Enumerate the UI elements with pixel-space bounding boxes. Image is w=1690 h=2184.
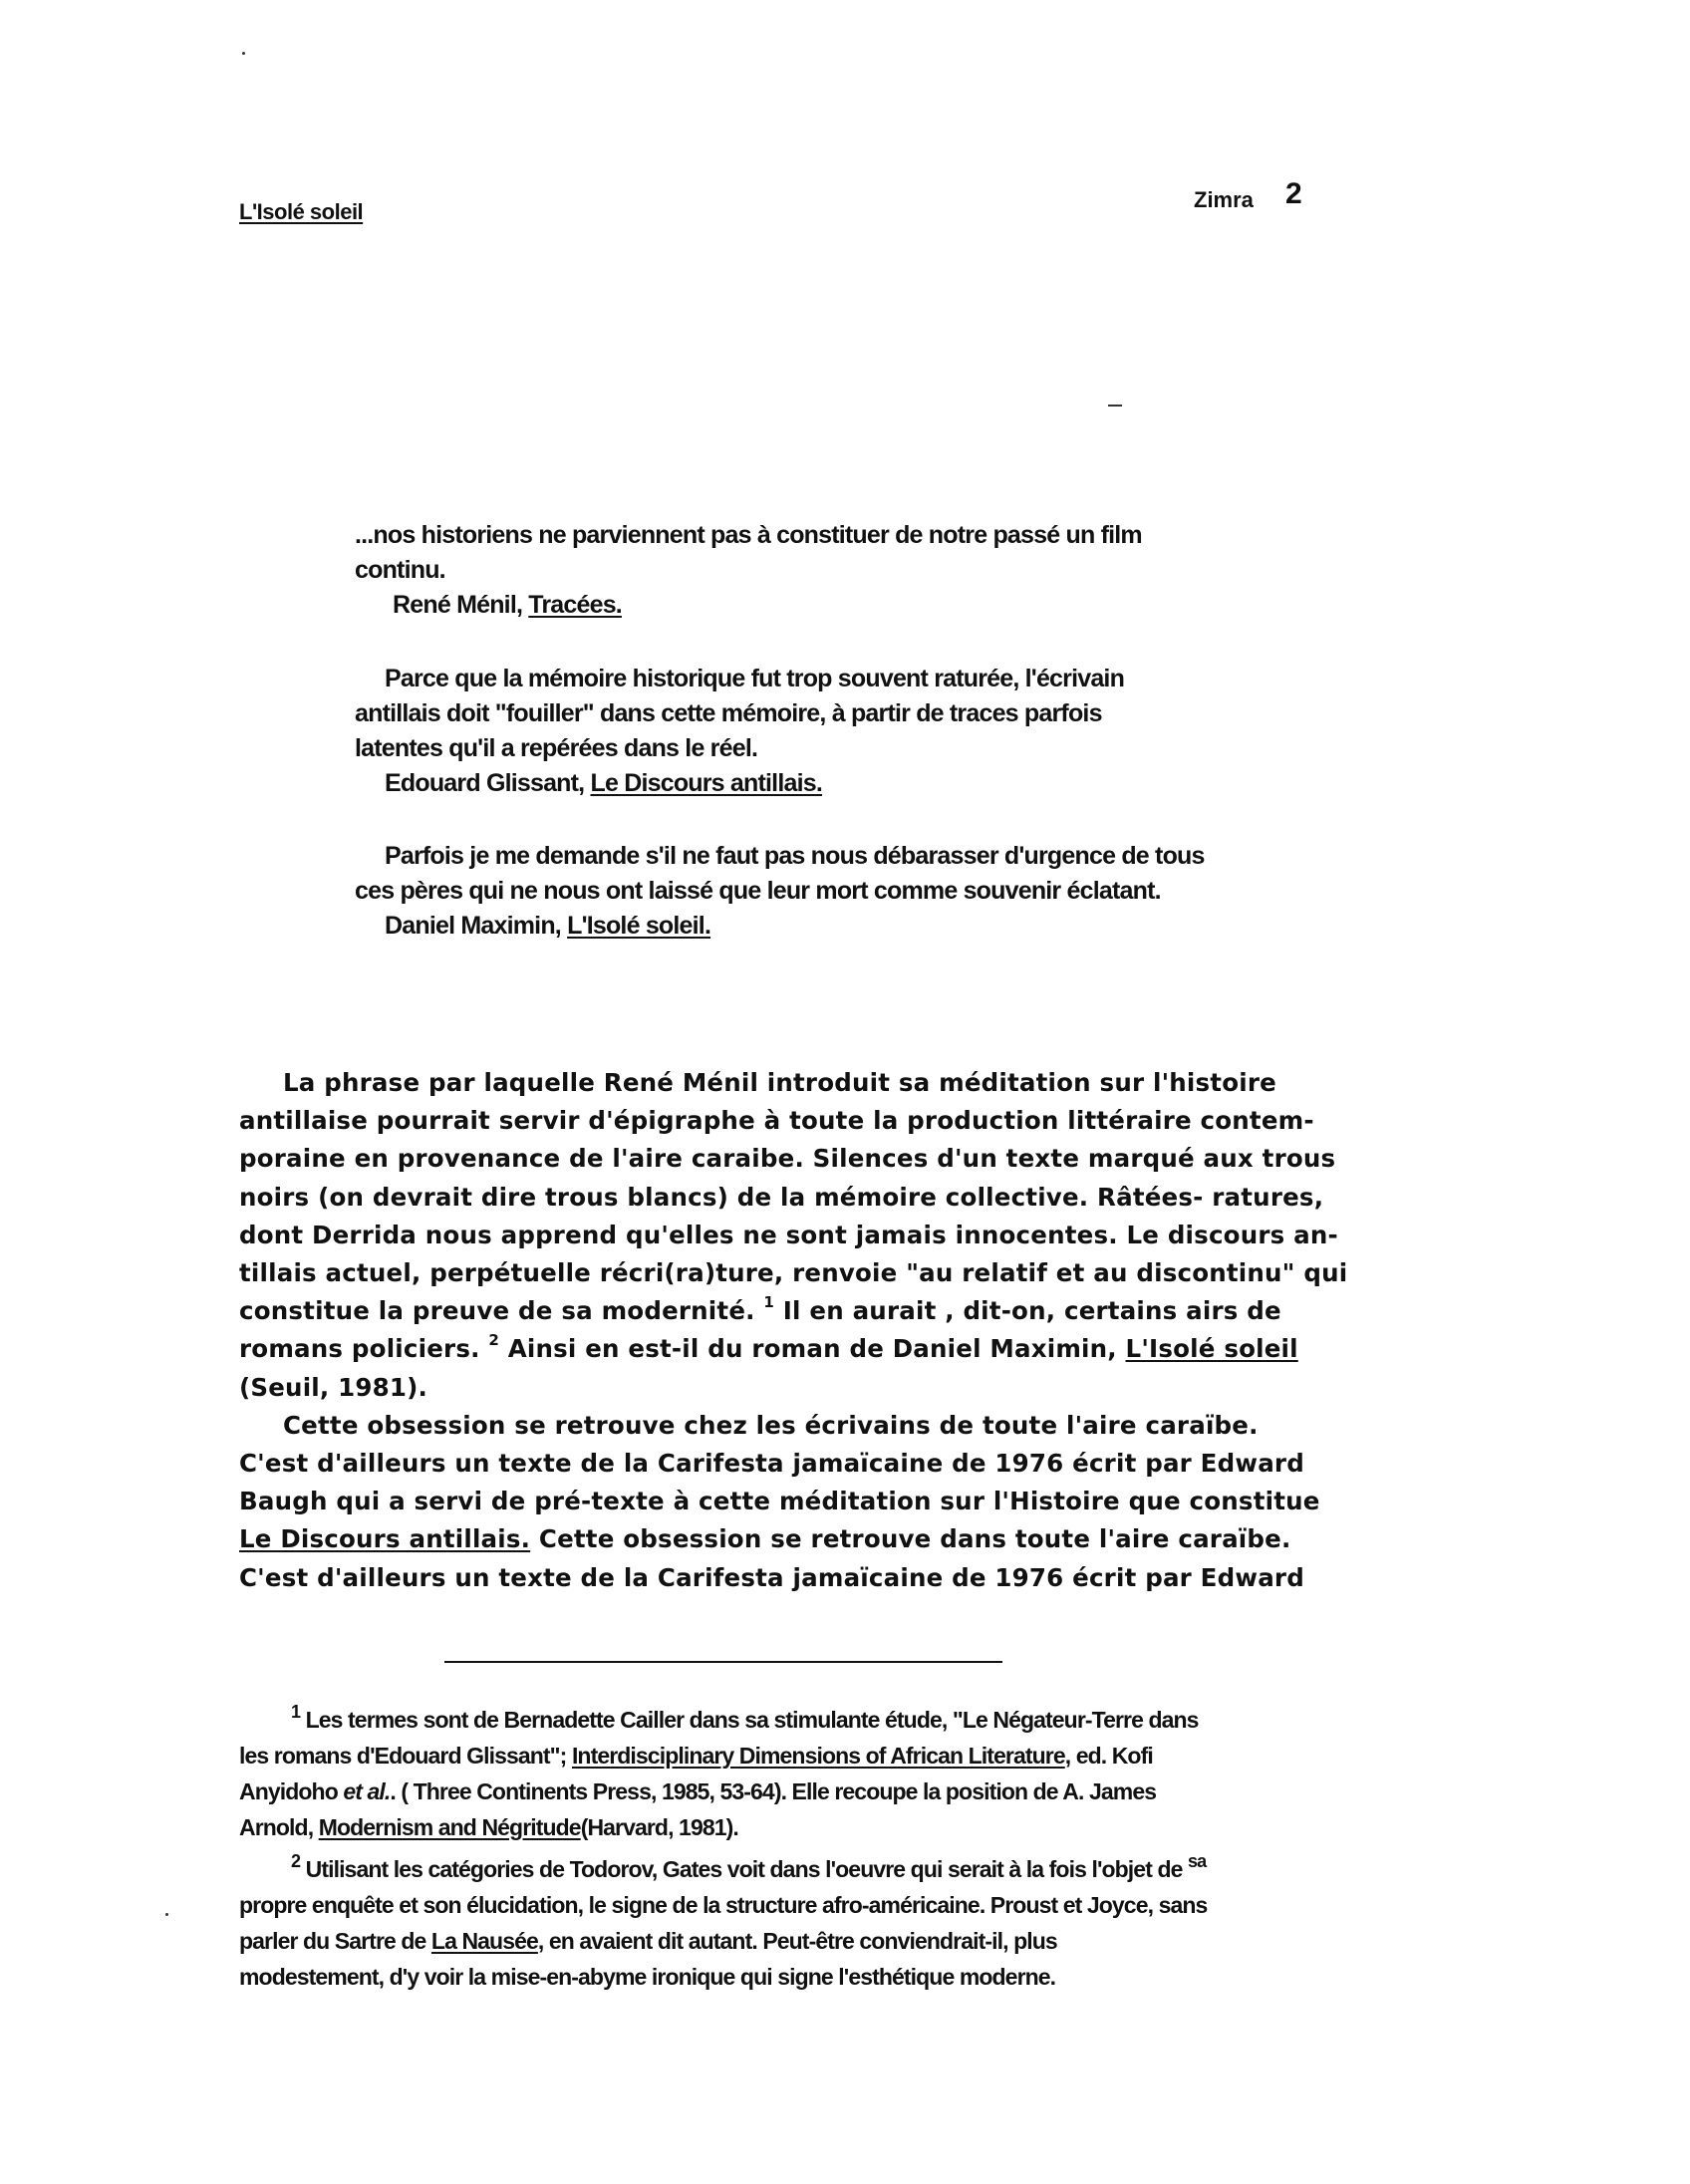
footnote-ref-2[interactable]: 2	[488, 1331, 499, 1350]
footnote-segment: . ( Three Continents Press, 1985, 53-64). Elle recoupe la position de A. James	[390, 1778, 1157, 1804]
footnote-line	[239, 1923, 1425, 1959]
footnote-1	[239, 1702, 1425, 1845]
body-segment: constitue la preuve de sa modernité.	[239, 1296, 764, 1326]
scan-mark	[1108, 405, 1122, 407]
footnote-line	[239, 1738, 1425, 1774]
body-line: Baugh qui a servi de pré-texte à cette méditation sur l'Histoire que constitue	[239, 1487, 1320, 1516]
footnote-line: propre enquête et son élucidation, le signe de la structure afro-américaine. Proust et Joyce, sans	[239, 1892, 1208, 1918]
body-line	[239, 1520, 1395, 1558]
epigraph-3	[355, 839, 1281, 944]
footnote-line	[239, 1851, 1425, 1887]
attribution-work: Le Discours antillais.	[590, 769, 822, 797]
footnote-2	[239, 1851, 1425, 1995]
epigraph-attribution	[355, 909, 1281, 944]
attribution-work: L'Isolé soleil.	[567, 912, 711, 940]
page-number: 2	[1285, 177, 1302, 210]
running-title: L'Isolé soleil	[239, 199, 364, 224]
epigraph-attribution	[355, 766, 1281, 801]
footnote-segment: Utilisant les catégories de Todorov, Gates voit dans l'oeuvre qui serait à la fois l'objet de	[300, 1856, 1188, 1882]
body-segment: romans policiers.	[239, 1334, 489, 1364]
book-title: Le Discours antillais.	[239, 1524, 531, 1554]
et-al: et al.	[343, 1778, 391, 1804]
body-line: tillais actuel, perpétuelle récri(ra)ture, renvoie "au relatif et au discontinu" qui	[239, 1258, 1348, 1288]
footnote-segment: Arnold,	[239, 1814, 319, 1840]
body-line: (Seuil, 1981).	[239, 1372, 428, 1402]
body-segment: Il en aurait , dit-on, certains airs de	[774, 1296, 1281, 1326]
body-line: dont Derrida nous apprend qu'elles ne sont jamais innocentes. Le discours an-	[239, 1220, 1338, 1249]
footnote-line	[239, 1774, 1425, 1809]
epigraph-line: Parfois je me demande s'il ne faut pas nous débarasser d'urgence de tous	[385, 842, 1205, 870]
book-title: Interdisciplinary Dimensions of African Literature	[571, 1743, 1065, 1769]
footnote-ref-1[interactable]: 1	[763, 1293, 775, 1312]
body-segment: Ainsi en est-il du roman de Daniel Maximin,	[498, 1334, 1126, 1364]
footnote-segment: , en avaient dit autant. Peut-être conviendrait-il, plus	[537, 1928, 1057, 1954]
footnote-segment: parler du Sartre de	[239, 1928, 431, 1954]
book-title: L'Isolé soleil	[1125, 1334, 1298, 1364]
footnote-number: 1	[291, 1702, 301, 1722]
epigraph-line: ces pères qui ne nous ont laissé que leur mort comme souvenir éclatant.	[355, 877, 1161, 905]
attribution-work: Tracées.	[528, 591, 622, 619]
body-line: poraine en provenance de l'aire caraibe. Silences d'un texte marqué aux trous	[239, 1144, 1336, 1174]
epigraph-line: continu.	[355, 556, 445, 584]
body-segment: Cette obsession se retrouve dans toute l'aire caraïbe.	[530, 1524, 1291, 1554]
body-line	[239, 1330, 1395, 1368]
footnote-number: 2	[291, 1851, 301, 1871]
footnote-line: modestement, d'y voir la mise-en-abyme ironique qui signe l'esthétique moderne.	[239, 1964, 1056, 1990]
attribution-author: Daniel Maximin,	[385, 912, 568, 940]
author-name: Zimra	[1194, 187, 1254, 212]
body-line: La phrase par laquelle René Ménil introduit sa méditation sur l'histoire	[283, 1068, 1276, 1097]
footnote-line	[239, 1702, 1425, 1738]
body-line	[239, 1292, 1395, 1330]
book-title: La Nausée	[430, 1928, 538, 1954]
body-line: C'est d'ailleurs un texte de la Carifesta jamaïcaine de 1976 écrit par Edward	[239, 1562, 1304, 1592]
scan-speck	[242, 52, 245, 55]
footnote-segment: les romans d'Edouard Glissant";	[239, 1743, 572, 1769]
footnote-segment: Anyidoho	[239, 1778, 344, 1804]
epigraph-line: latentes qu'il a repérées dans le réel.	[355, 734, 758, 762]
epigraph-line: antillais doit "fouiller" dans cette mémoire, à partir de traces parfois	[355, 699, 1102, 727]
epigraph-1	[355, 518, 1281, 623]
attribution-author: Edouard Glissant,	[385, 769, 591, 797]
epigraph-line: Parce que la mémoire historique fut trop souvent raturée, l'écrivain	[385, 665, 1125, 692]
book-title: Modernism and Négritude	[318, 1814, 581, 1840]
epigraph-line: ...nos historiens ne parviennent pas à constituer de notre passé un film	[355, 521, 1142, 549]
attribution-author: René Ménil,	[393, 591, 529, 619]
footnote-line	[239, 1809, 1425, 1845]
body-line: C'est d'ailleurs un texte de la Carifesta jamaïcaine de 1976 écrit par Edward	[239, 1449, 1304, 1479]
superscript-word: sa	[1187, 1851, 1207, 1871]
body-line: antillaise pourrait servir d'épigraphe à toute la production littéraire contem-	[239, 1106, 1314, 1136]
body-line: noirs (on devrait dire trous blancs) de la mémoire collective. Râtées- ratures,	[239, 1182, 1324, 1212]
footnote-rule	[444, 1661, 1002, 1663]
footnote-segment: , ed. Kofi	[1064, 1743, 1153, 1769]
epigraph-attribution	[355, 588, 1281, 623]
footnote-segment: Les termes sont de Bernadette Cailler dans sa stimulante étude, "Le Négateur-Terre dans	[300, 1707, 1199, 1733]
body-text	[239, 1064, 1395, 1597]
scan-speck	[165, 1913, 168, 1916]
epigraph-2	[355, 662, 1281, 801]
body-line: Cette obsession se retrouve chez les écrivains de toute l'aire caraïbe.	[283, 1410, 1259, 1440]
footnote-segment: (Harvard, 1981).	[580, 1814, 738, 1840]
